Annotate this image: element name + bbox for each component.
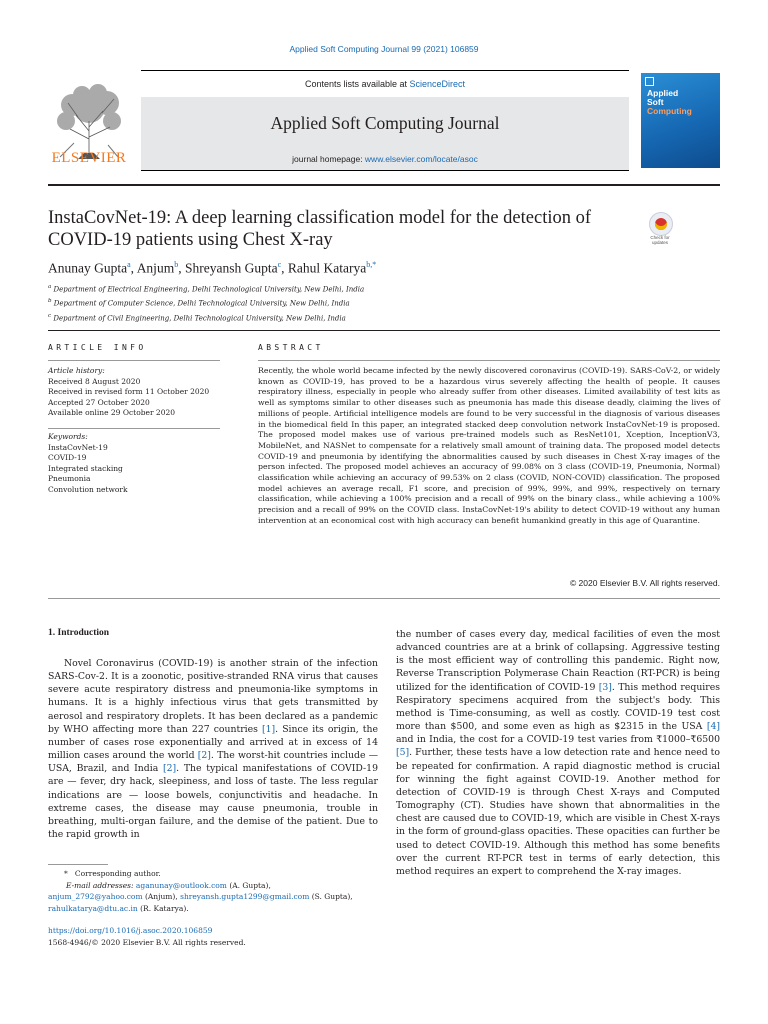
history-item: Received in revised form 11 October 2020 xyxy=(48,387,210,397)
article-info-heading: ARTICLE INFO xyxy=(48,343,147,352)
keywords-rule xyxy=(48,428,220,429)
keyword-item: Integrated stacking xyxy=(48,463,123,473)
corresponding-label: Corresponding author. xyxy=(74,869,161,878)
email-owner: (Anjum), xyxy=(144,892,178,901)
email-owner: (R. Katarya). xyxy=(140,903,189,913)
author-affiliation-marker[interactable]: c xyxy=(277,260,282,269)
affiliation-item xyxy=(48,310,364,324)
author-separator: , xyxy=(178,260,185,276)
keyword-item: Pneumonia xyxy=(48,474,91,484)
email-link[interactable]: anjum_2792@yahoo.com xyxy=(48,892,143,901)
abstract-bottom-rule xyxy=(48,598,720,599)
affiliation-marker: c xyxy=(48,312,52,319)
keyword-item: Convolution network xyxy=(48,484,128,494)
cover-logo-icon xyxy=(645,77,654,86)
affiliation-marker: a xyxy=(48,284,52,290)
author-list xyxy=(48,260,376,277)
journal-header-box xyxy=(141,70,629,171)
footnote-rule xyxy=(48,864,108,865)
email-label: E-mail addresses: xyxy=(66,880,134,890)
abstract-heading: ABSTRACT xyxy=(258,343,324,352)
text-run: . The worst-hit countries include — USA, Brazil, and India xyxy=(48,750,378,775)
corresponding-author-footnote xyxy=(48,868,378,914)
homepage-line xyxy=(141,149,629,170)
text-run: . Since its origin, the number of cases rose exponentially and arrived at in excess of 14 million cases around the world xyxy=(48,723,379,762)
publisher-name: ELSEVIER xyxy=(51,150,127,166)
email-owner: (S. Gupta), xyxy=(311,892,353,901)
footnote-star: * xyxy=(64,869,68,878)
journal-title: Applied Soft Computing Journal xyxy=(270,113,500,133)
history-item: Accepted 27 October 2020 xyxy=(48,397,150,407)
intro-paragraph xyxy=(396,628,720,878)
section-heading-introduction: 1. Introduction xyxy=(48,628,110,638)
doi-link[interactable]: https://doi.org/10.1016/j.asoc.2020.106859 xyxy=(48,926,213,935)
email-link[interactable]: shreyansh.gupta1299@gmail.com xyxy=(180,892,310,901)
corresponding-line xyxy=(48,868,378,880)
keyword-item: COVID-19 xyxy=(48,453,87,463)
keywords xyxy=(48,432,218,496)
history-item: Received 8 August 2020 xyxy=(48,376,141,386)
journal-homepage-link[interactable]: www.elsevier.com/locate/asoc xyxy=(364,154,478,164)
email-link[interactable]: rahulkatarya@dtu.ac.in xyxy=(48,903,138,913)
citation-link[interactable]: [2] xyxy=(197,750,211,762)
affiliation-list xyxy=(48,281,364,324)
journal-title-band xyxy=(141,97,629,149)
intro-left-column xyxy=(48,657,378,841)
email-line xyxy=(48,891,378,903)
affiliation-item xyxy=(48,295,364,309)
email-line xyxy=(48,903,378,915)
email-owner: (A. Gupta), xyxy=(229,880,271,890)
abstract-rule xyxy=(258,360,720,361)
author-name[interactable]: Anunay Gupta xyxy=(48,260,128,276)
check-for-updates-badge[interactable] xyxy=(643,212,677,248)
email-link[interactable]: aganunay@outlook.com xyxy=(135,880,227,890)
masthead xyxy=(48,70,720,170)
contents-line xyxy=(141,71,629,97)
journal-cover-thumbnail[interactable] xyxy=(641,73,720,168)
check-for-updates-label: Check for updates xyxy=(650,235,670,245)
author-name[interactable]: Shreyansh Gupta xyxy=(184,260,278,276)
author-affiliation-marker[interactable]: b,* xyxy=(366,260,377,269)
author-affiliation-marker[interactable]: a xyxy=(127,260,131,269)
contents-prefix: Contents lists available at xyxy=(304,79,410,89)
affiliation-marker: b xyxy=(48,298,52,305)
front-matter-rule xyxy=(48,330,720,331)
cover-title-line1: Applied xyxy=(647,88,679,98)
text-run: . Further, these tests have a low detection rate and hence need to be repeated for confirmation. A rapid diagnostic method is crucial for winning the fight against COVID-19. Another method for detection of COVID-19 is through Chest X-rays and Computed Tomography (CT). Studies have shown that abnormalities in the chest are caused due to COVID-19, which are visible in Chest X-rays in the form of ground-glass opacities. These opacities can further be used to detect COVID-19. Although this method has some benefits over the current RT-PCR test in terms of early detection, this method requires an expert to comprehend the X-ray images. xyxy=(396,747,720,877)
homepage-prefix: journal homepage: xyxy=(292,154,365,164)
sciencedirect-link[interactable]: ScienceDirect xyxy=(409,79,466,89)
journal-reference-link[interactable]: Applied Soft Computing Journal 99 (2021) 106859 xyxy=(289,44,479,54)
intro-right-column xyxy=(396,628,720,878)
author-name[interactable]: Anjum xyxy=(136,260,175,276)
masthead-rule xyxy=(48,184,720,186)
author-separator: , xyxy=(130,260,137,276)
article-history-label: Article history: xyxy=(48,366,105,375)
cover-title xyxy=(647,89,692,116)
text-run: . This method requires Respiratory specimens acquired from the subject's body. This method is Time-consuming, as well as costly. COVID-19 test cost more than $500, and some even as high as $2315 in the USA xyxy=(396,681,720,733)
cover-title-line3: Computing xyxy=(647,106,692,116)
author-separator: , xyxy=(281,260,288,276)
article-history xyxy=(48,366,218,419)
keywords-label: Keywords: xyxy=(48,432,88,441)
affiliation-text: Department of Computer Science, Delhi Technological University, New Delhi, India xyxy=(53,299,350,308)
email-line xyxy=(48,880,378,892)
crossmark-icon xyxy=(649,212,673,236)
intro-paragraph xyxy=(48,657,378,841)
citation-link[interactable]: [3] xyxy=(598,681,612,693)
doi-block xyxy=(48,925,378,948)
abstract-copyright: © 2020 Elsevier B.V. All rights reserved. xyxy=(569,578,720,588)
citation-link[interactable]: [1] xyxy=(262,723,276,735)
citation-link[interactable]: [5] xyxy=(396,747,410,759)
text-run: Novel Coronavirus (COVID-19) is another strain of the infection SARS-Cov-2. It is a zoonotic, positive-stranded RNA virus that causes severe acute respiratory distress and pneumonia-like symptoms in humans. It is a highly infectious virus that gets transmitted by aerosol and respiratory droplets. It has been declared as a pandemic by WHO affecting more than 227 countries xyxy=(48,658,378,735)
article-info-rule xyxy=(48,360,220,361)
keyword-item: InstaCovNet-19 xyxy=(48,442,108,452)
article-title: InstaCovNet-19: A deep learning classification model for the detection of COVID-19 patients using Chest X-ray xyxy=(48,208,592,250)
citation-link[interactable]: [4] xyxy=(706,721,720,733)
affiliation-text: Department of Civil Engineering, Delhi Technological University, New Delhi, India xyxy=(53,313,346,322)
affiliation-item xyxy=(48,281,364,295)
citation-link[interactable]: [2] xyxy=(162,763,177,775)
text-run: the number of cases every day, medical facilities of even the most advanced countries are at a brink of collapsing. Aggressive testing is the most efficient way of controlling this pandemic. Right now, Reverse Transcription Polymerase Chain Reaction (RT-PCR) is being utilized for the identification of COVID-19 xyxy=(396,629,720,693)
text-run: and in India, the cost for a COVID-19 test varies from ₹1000–₹6500 xyxy=(396,734,720,746)
affiliation-text: Department of Electrical Engineering, Delhi Technological University, New Delhi, India xyxy=(53,285,365,294)
cover-title-line2: Soft xyxy=(647,97,664,107)
author-name[interactable]: Rahul Katarya xyxy=(287,260,367,276)
history-item: Available online 29 October 2020 xyxy=(48,408,176,418)
issn-line: 1568-4946/© 2020 Elsevier B.V. All rights reserved. xyxy=(48,937,246,947)
author-affiliation-marker[interactable]: b xyxy=(174,260,179,269)
abstract-text: Recently, the whole world became infected by the newly discovered coronavirus (COVID-19). SARS-CoV-2, or widely known as COVID-19, has proved to be a hazardous virus severely affecting the health of people. It causes respiratory illness, especially in people who already suffer from other diseases. Limited availability of test kits as well as symptoms similar to other diseases such as pneumonia has made this disease deadly, claiming the lives of millions of people. Artificial intelligence models are found to be very successful in the diagnosis of various diseases in the biomedical field In this paper, an integrated stacked deep convolution network InstaCovNet-19 is proposed. The proposed model makes use of various pre-trained models such as ResNet101, Xception, InceptionV3, MobileNet, and NASNet to compensate for a relatively small amount of training data. The proposed model detects COVID-19 and pneumonia by identifying the abnormalities caused by such diseases in Chest X-ray images of the person infected. The proposed model achieves an accuracy of 99.08% on 3 class (COVID-19, Pneumonia, Normal) classification while achieving an accuracy of 99.53% on 2 class (COVID, NON-COVID) classification. The proposed model achieves an average recall, F1 score, and precision of 99%, 99%, and 99%, respectively on ternary classification, while achieving a 100% precision and a recall of 99% on the binary class., while achieving a 100% precision and a recall of 99% on the COVID class. InstaCovNet-19's ability to detect COVID-19 without any human intervention at an economical cost with high accuracy can benefit humankind greatly in this age of Quarantine. xyxy=(258,366,720,525)
text-run: . The typical manifestations of COVID-19 are — fever, dry hack, sleepiness, and loss of taste. The less regular indications are — loose bowels, conjunctivitis and headache. In extreme cases, the disease may cause pneumonia, trouble in breathing, multi-organ failure, and the demise of the patient. Due to the rapid growth in xyxy=(48,763,378,841)
